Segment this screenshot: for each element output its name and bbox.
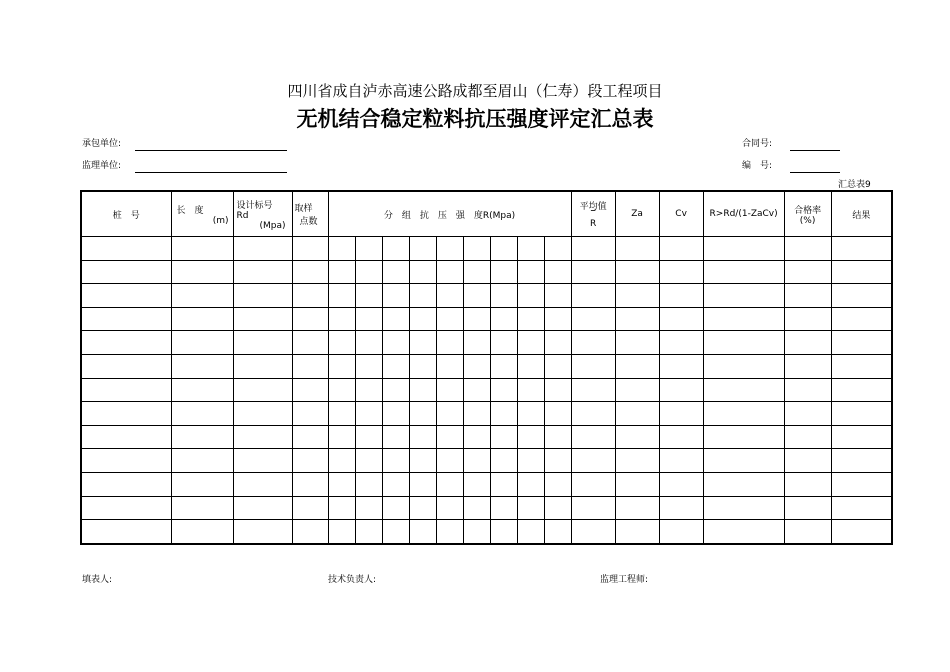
table-row: [81, 472, 892, 496]
table-row: [81, 402, 892, 426]
table-cell[interactable]: [382, 237, 409, 261]
table-cell[interactable]: [659, 449, 703, 473]
table-cell[interactable]: [292, 260, 328, 284]
table-cell[interactable]: [355, 237, 382, 261]
col-cv: Cv: [659, 191, 703, 237]
table-cell[interactable]: [615, 402, 659, 426]
table-cell[interactable]: [490, 237, 517, 261]
table-cell[interactable]: [784, 520, 831, 544]
table-row: [81, 425, 892, 449]
table-cell[interactable]: [571, 520, 615, 544]
col-samples-line1: 取样: [294, 204, 313, 214]
table-cell[interactable]: [233, 260, 292, 284]
table-cell[interactable]: [615, 520, 659, 544]
col-pass-unit: (%): [799, 215, 816, 226]
table-cell[interactable]: [544, 520, 571, 544]
table-cell[interactable]: [355, 425, 382, 449]
table-cell[interactable]: [292, 449, 328, 473]
table-cell[interactable]: [784, 237, 831, 261]
table-cell[interactable]: [463, 284, 490, 308]
table-cell[interactable]: [233, 378, 292, 402]
table-cell[interactable]: [328, 260, 355, 284]
table-cell[interactable]: [659, 237, 703, 261]
project-name: 四川省成自泸赤高速公路成都至眉山（仁寿）段工程项目: [287, 82, 663, 100]
table-cell[interactable]: [659, 331, 703, 355]
table-cell[interactable]: [171, 496, 233, 520]
table-cell[interactable]: [571, 284, 615, 308]
table-cell[interactable]: [544, 472, 571, 496]
table-cell[interactable]: [544, 237, 571, 261]
table-cell[interactable]: [463, 472, 490, 496]
table-cell[interactable]: [784, 402, 831, 426]
table-cell[interactable]: [831, 237, 892, 261]
table-cell[interactable]: [703, 331, 784, 355]
table-cell[interactable]: [436, 237, 463, 261]
table-cell[interactable]: [544, 284, 571, 308]
table-cell[interactable]: [355, 307, 382, 331]
table-cell[interactable]: [463, 496, 490, 520]
col-pass-title: 合格率: [794, 205, 822, 216]
table-cell[interactable]: [355, 260, 382, 284]
table-cell[interactable]: [382, 260, 409, 284]
table-cell[interactable]: [571, 331, 615, 355]
table-cell[interactable]: [490, 449, 517, 473]
contract-no-label: 合同号:: [742, 139, 773, 149]
table-cell[interactable]: [463, 307, 490, 331]
table-cell[interactable]: [328, 284, 355, 308]
table-cell[interactable]: [233, 402, 292, 426]
table-cell[interactable]: [382, 425, 409, 449]
table-cell[interactable]: [81, 307, 171, 331]
table-cell[interactable]: [703, 354, 784, 378]
table-cell[interactable]: [292, 520, 328, 544]
tech-lead-label: 技术负责人:: [328, 575, 377, 585]
supervisor-label: 监理单位:: [82, 161, 122, 171]
table-cell[interactable]: [784, 307, 831, 331]
table-cell[interactable]: [659, 402, 703, 426]
table-cell[interactable]: [831, 331, 892, 355]
table-cell[interactable]: [171, 237, 233, 261]
table-cell[interactable]: [81, 284, 171, 308]
table-cell[interactable]: [517, 307, 544, 331]
overbar-mark: ‾: [590, 210, 596, 220]
table-cell[interactable]: [659, 472, 703, 496]
table-cell[interactable]: [463, 260, 490, 284]
supervisor-field[interactable]: [135, 172, 287, 173]
table-cell[interactable]: [784, 260, 831, 284]
contractor-field[interactable]: [135, 150, 287, 151]
table-cell[interactable]: [409, 284, 436, 308]
table-cell[interactable]: [517, 496, 544, 520]
table-cell[interactable]: [233, 284, 292, 308]
table-cell[interactable]: [703, 520, 784, 544]
table-cell[interactable]: [436, 260, 463, 284]
table-cell[interactable]: [171, 402, 233, 426]
table-cell[interactable]: [233, 472, 292, 496]
serial-no-label: 编 号:: [742, 161, 773, 171]
table-cell[interactable]: [544, 496, 571, 520]
table-cell[interactable]: [831, 449, 892, 473]
table-cell[interactable]: [233, 520, 292, 544]
col-sample-points: [292, 191, 328, 237]
table-cell[interactable]: [382, 472, 409, 496]
table-cell[interactable]: [382, 449, 409, 473]
table-cell[interactable]: [409, 237, 436, 261]
table-cell[interactable]: [292, 402, 328, 426]
table-cell[interactable]: [233, 307, 292, 331]
table-cell[interactable]: [703, 237, 784, 261]
contract-no-field[interactable]: [790, 150, 840, 151]
table-cell[interactable]: [831, 307, 892, 331]
col-length: [171, 191, 233, 237]
col-group-strength: 分 组 抗 压 强 度R(Mpa): [328, 191, 571, 237]
col-result: 结果: [831, 191, 892, 237]
table-cell[interactable]: [328, 378, 355, 402]
col-pass-rate: [784, 191, 831, 237]
table-cell[interactable]: [171, 354, 233, 378]
table-cell[interactable]: [517, 402, 544, 426]
table-cell[interactable]: [490, 354, 517, 378]
serial-no-field[interactable]: [790, 172, 840, 173]
table-cell[interactable]: [292, 284, 328, 308]
col-design-title: 设计标号: [236, 200, 273, 211]
table-cell[interactable]: [355, 402, 382, 426]
table-cell[interactable]: [831, 520, 892, 544]
table-cell[interactable]: [355, 331, 382, 355]
col-average-symbol: R: [589, 219, 597, 229]
col-criterion: R>Rd/(1-ZaCv): [703, 191, 784, 237]
table-cell[interactable]: [659, 520, 703, 544]
table-cell[interactable]: [490, 331, 517, 355]
col-station: 桩 号: [81, 191, 171, 237]
table-cell[interactable]: [328, 520, 355, 544]
table-cell[interactable]: [355, 284, 382, 308]
table-cell[interactable]: [571, 378, 615, 402]
table-cell[interactable]: [463, 354, 490, 378]
table-cell[interactable]: [81, 496, 171, 520]
table-cell[interactable]: [463, 425, 490, 449]
table-cell[interactable]: [436, 284, 463, 308]
table-cell[interactable]: [81, 425, 171, 449]
table-row: [81, 284, 892, 308]
table-row: [81, 237, 892, 261]
table-cell[interactable]: [355, 520, 382, 544]
col-length-unit: (m): [212, 215, 229, 226]
table-cell[interactable]: [615, 496, 659, 520]
table-cell[interactable]: [831, 496, 892, 520]
table-cell[interactable]: [615, 378, 659, 402]
table-cell[interactable]: [382, 496, 409, 520]
table-cell[interactable]: [571, 237, 615, 261]
table-cell[interactable]: [81, 237, 171, 261]
table-cell[interactable]: [463, 449, 490, 473]
table-cell[interactable]: [436, 378, 463, 402]
table-cell[interactable]: [409, 496, 436, 520]
table-cell[interactable]: [831, 425, 892, 449]
table-cell[interactable]: [784, 425, 831, 449]
table-cell[interactable]: [171, 425, 233, 449]
col-design-symbol: Rd: [236, 210, 249, 221]
table-cell[interactable]: [703, 260, 784, 284]
table-cell[interactable]: [292, 496, 328, 520]
table-cell[interactable]: [355, 496, 382, 520]
table-cell[interactable]: [571, 402, 615, 426]
table-cell[interactable]: [171, 520, 233, 544]
col-average-title: 平均值: [579, 202, 607, 212]
table-cell[interactable]: [292, 425, 328, 449]
table-cell[interactable]: [490, 425, 517, 449]
table-cell[interactable]: [436, 402, 463, 426]
table-cell[interactable]: [81, 402, 171, 426]
table-cell[interactable]: [490, 520, 517, 544]
table-cell[interactable]: [615, 449, 659, 473]
table-cell[interactable]: [703, 402, 784, 426]
table-row: [81, 449, 892, 473]
table-cell[interactable]: [659, 354, 703, 378]
table-cell[interactable]: [517, 237, 544, 261]
table-cell[interactable]: [81, 520, 171, 544]
table-cell[interactable]: [382, 520, 409, 544]
table-cell[interactable]: [463, 402, 490, 426]
table-cell[interactable]: [409, 402, 436, 426]
table-cell[interactable]: [292, 354, 328, 378]
table-cell[interactable]: [81, 331, 171, 355]
table-cell[interactable]: [784, 284, 831, 308]
table-cell[interactable]: [490, 307, 517, 331]
table-cell[interactable]: [659, 425, 703, 449]
table-cell[interactable]: [81, 378, 171, 402]
table-cell[interactable]: [517, 260, 544, 284]
table-cell[interactable]: [615, 425, 659, 449]
table-row: [81, 354, 892, 378]
table-cell[interactable]: [831, 402, 892, 426]
table-cell[interactable]: [171, 472, 233, 496]
table-cell[interactable]: [233, 237, 292, 261]
table-cell[interactable]: [659, 378, 703, 402]
table-cell[interactable]: [171, 449, 233, 473]
table-cell[interactable]: [171, 378, 233, 402]
table-cell[interactable]: [382, 307, 409, 331]
table-cell[interactable]: [490, 402, 517, 426]
table-cell[interactable]: [436, 354, 463, 378]
table-cell[interactable]: [292, 237, 328, 261]
table-cell[interactable]: [517, 425, 544, 449]
table-cell[interactable]: [544, 260, 571, 284]
table-cell[interactable]: [831, 354, 892, 378]
table-cell[interactable]: [328, 354, 355, 378]
table-cell[interactable]: [615, 237, 659, 261]
table-cell[interactable]: [544, 354, 571, 378]
table-cell[interactable]: [703, 496, 784, 520]
table-cell[interactable]: [490, 284, 517, 308]
table-cell[interactable]: [784, 472, 831, 496]
table-cell[interactable]: [571, 260, 615, 284]
table-cell[interactable]: [409, 260, 436, 284]
table-cell[interactable]: [571, 307, 615, 331]
table-cell[interactable]: [571, 449, 615, 473]
table-cell[interactable]: [703, 378, 784, 402]
table-cell[interactable]: [659, 307, 703, 331]
table-cell[interactable]: [81, 354, 171, 378]
col-design-unit: (Mpa): [259, 220, 286, 231]
table-cell[interactable]: [292, 378, 328, 402]
col-samples-line2: 点数: [299, 217, 318, 227]
table-cell[interactable]: [328, 331, 355, 355]
table-row: [81, 331, 892, 355]
table-cell[interactable]: [517, 331, 544, 355]
table-row: [81, 496, 892, 520]
table-cell[interactable]: [171, 260, 233, 284]
table-cell[interactable]: [409, 378, 436, 402]
table-cell[interactable]: [615, 284, 659, 308]
strength-summary-table: [80, 190, 893, 545]
table-cell[interactable]: [544, 449, 571, 473]
contractor-label: 承包单位:: [82, 139, 122, 149]
table-cell[interactable]: [784, 449, 831, 473]
table-cell[interactable]: [831, 284, 892, 308]
table-cell[interactable]: [571, 425, 615, 449]
table-cell[interactable]: [490, 378, 517, 402]
col-length-title: 长 度: [176, 205, 204, 216]
table-cell[interactable]: [436, 449, 463, 473]
table-cell[interactable]: [436, 331, 463, 355]
table-cell[interactable]: [831, 472, 892, 496]
table-cell[interactable]: [409, 307, 436, 331]
table-cell[interactable]: [328, 425, 355, 449]
table-cell[interactable]: [436, 520, 463, 544]
table-cell[interactable]: [784, 378, 831, 402]
table-cell[interactable]: [615, 354, 659, 378]
table-cell[interactable]: [490, 260, 517, 284]
table-cell[interactable]: [233, 449, 292, 473]
col-average: [571, 191, 615, 237]
table-cell[interactable]: [784, 331, 831, 355]
table-cell[interactable]: [571, 354, 615, 378]
table-cell[interactable]: [615, 331, 659, 355]
table-cell[interactable]: [328, 237, 355, 261]
table-cell[interactable]: [517, 449, 544, 473]
form-code: 汇总表9: [838, 180, 871, 190]
table-cell[interactable]: [355, 354, 382, 378]
table-row: [81, 307, 892, 331]
table-cell[interactable]: [81, 472, 171, 496]
table-cell[interactable]: [382, 284, 409, 308]
page-title: 无机结合稳定粒料抗压强度评定汇总表: [296, 106, 654, 131]
table-cell[interactable]: [703, 284, 784, 308]
table-cell[interactable]: [171, 284, 233, 308]
table-cell[interactable]: [490, 472, 517, 496]
table-cell[interactable]: [233, 425, 292, 449]
table-cell[interactable]: [703, 425, 784, 449]
table-cell[interactable]: [233, 354, 292, 378]
table-cell[interactable]: [490, 496, 517, 520]
table-cell[interactable]: [517, 520, 544, 544]
table-cell[interactable]: [517, 378, 544, 402]
table-cell[interactable]: [463, 520, 490, 544]
table-row: [81, 378, 892, 402]
table-row: [81, 260, 892, 284]
table-cell[interactable]: [659, 496, 703, 520]
table-cell[interactable]: [382, 331, 409, 355]
table-cell[interactable]: [328, 307, 355, 331]
table-cell[interactable]: [233, 331, 292, 355]
table-cell[interactable]: [355, 378, 382, 402]
col-design-grade: [233, 191, 292, 237]
table-cell[interactable]: [463, 331, 490, 355]
table-cell[interactable]: [615, 260, 659, 284]
table-cell[interactable]: [382, 378, 409, 402]
table-cell[interactable]: [463, 378, 490, 402]
table-cell[interactable]: [571, 496, 615, 520]
table-cell[interactable]: [409, 354, 436, 378]
table-cell[interactable]: [659, 284, 703, 308]
table-cell[interactable]: [355, 449, 382, 473]
table-cell[interactable]: [409, 425, 436, 449]
engineer-label: 监理工程师:: [600, 575, 649, 585]
table-cell[interactable]: [292, 307, 328, 331]
col-za: Za: [615, 191, 659, 237]
table-cell[interactable]: [409, 449, 436, 473]
table-cell[interactable]: [544, 307, 571, 331]
table-cell[interactable]: [409, 520, 436, 544]
table-cell[interactable]: [784, 496, 831, 520]
table-cell[interactable]: [355, 472, 382, 496]
table-cell[interactable]: [703, 307, 784, 331]
table-header-row: [81, 191, 892, 237]
table-cell[interactable]: [436, 496, 463, 520]
table-cell[interactable]: [517, 472, 544, 496]
table-cell[interactable]: [382, 402, 409, 426]
table-cell[interactable]: [328, 449, 355, 473]
table-cell[interactable]: [436, 307, 463, 331]
table-cell[interactable]: [544, 378, 571, 402]
filler-label: 填表人:: [82, 575, 113, 585]
table-cell[interactable]: [831, 260, 892, 284]
table-cell[interactable]: [292, 331, 328, 355]
table-cell[interactable]: [571, 472, 615, 496]
table-cell[interactable]: [409, 472, 436, 496]
table-cell[interactable]: [233, 496, 292, 520]
table-row: [81, 520, 892, 544]
table-cell[interactable]: [544, 331, 571, 355]
table-cell[interactable]: [659, 260, 703, 284]
table-cell[interactable]: [436, 472, 463, 496]
table-cell[interactable]: [409, 331, 436, 355]
table-cell[interactable]: [544, 402, 571, 426]
table-cell[interactable]: [703, 449, 784, 473]
table-cell[interactable]: [382, 354, 409, 378]
table-cell[interactable]: [328, 496, 355, 520]
table-cell[interactable]: [171, 331, 233, 355]
table-cell[interactable]: [328, 402, 355, 426]
table-cell[interactable]: [615, 307, 659, 331]
table-cell[interactable]: [463, 237, 490, 261]
table-cell[interactable]: [831, 378, 892, 402]
table-cell[interactable]: [544, 425, 571, 449]
table-cell[interactable]: [436, 425, 463, 449]
table-cell[interactable]: [328, 472, 355, 496]
table-cell[interactable]: [292, 472, 328, 496]
table-cell[interactable]: [517, 284, 544, 308]
table-cell[interactable]: [615, 472, 659, 496]
table-cell[interactable]: [81, 449, 171, 473]
table-cell[interactable]: [81, 260, 171, 284]
table-cell[interactable]: [517, 354, 544, 378]
table-cell[interactable]: [703, 472, 784, 496]
table-cell[interactable]: [171, 307, 233, 331]
table-cell[interactable]: [784, 354, 831, 378]
